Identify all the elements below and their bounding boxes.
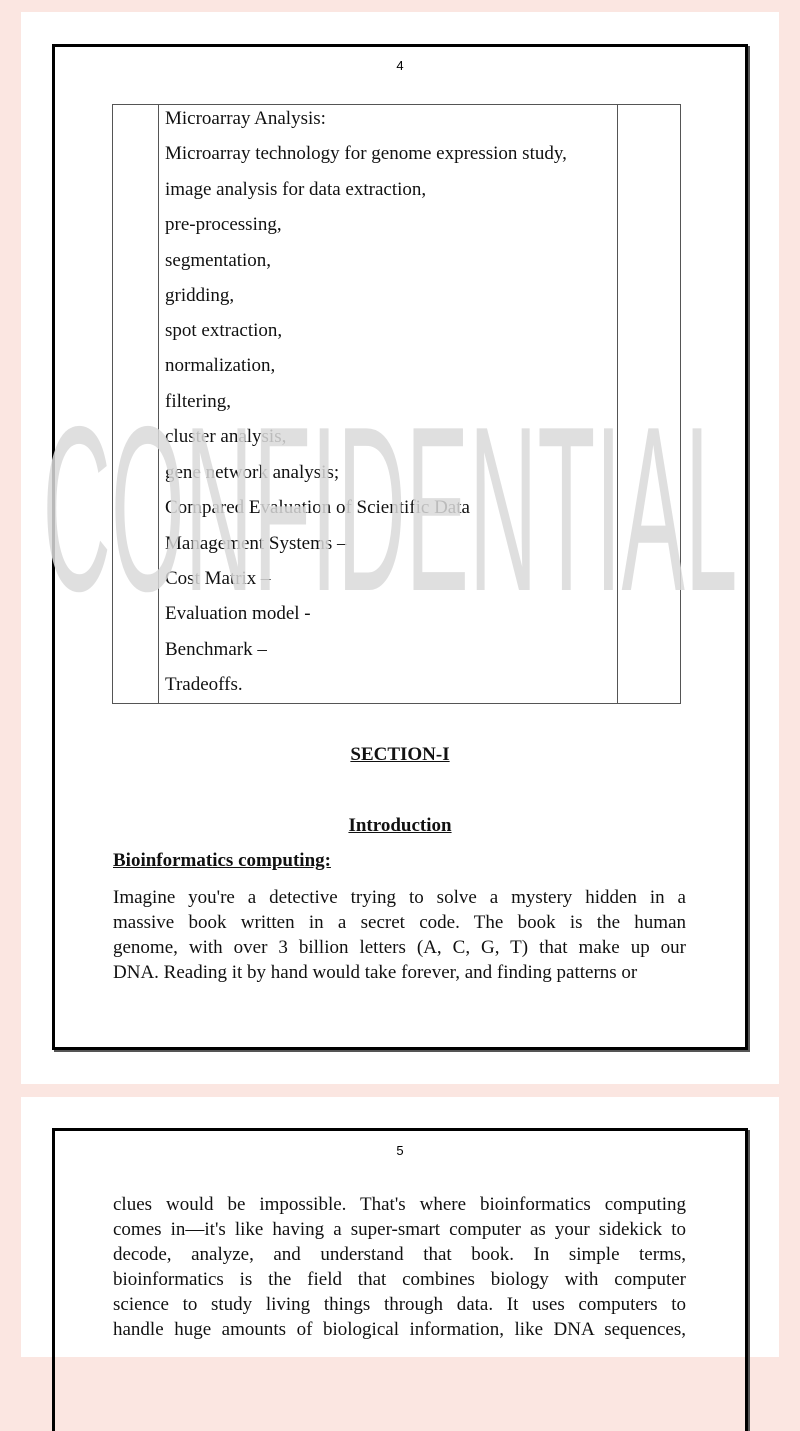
document-page-4 (21, 12, 779, 1084)
sub-heading: Bioinformatics computing: (113, 850, 331, 871)
topic-line: Microarray Analysis: (165, 108, 326, 129)
topic-line: cluster analysis, (165, 426, 287, 447)
topic-line: Tradeoffs. (165, 674, 243, 695)
topic-line: segmentation, (165, 250, 272, 271)
topic-line: filtering, (165, 391, 231, 412)
topic-line: gridding, (165, 285, 235, 306)
topic-line: normalization, (165, 355, 276, 376)
topic-line: spot extraction, (165, 320, 283, 341)
topic-line: gene network analysis; (165, 462, 340, 483)
page-number: 5 (396, 1143, 404, 1158)
topic-line: Benchmark – (165, 639, 267, 660)
watermark-text: CONFIDENTIAL (42, 395, 738, 615)
paragraph-line: DNA. Reading it by hand would take forever, and finding patterns or (113, 962, 638, 983)
paragraph-line: genome, with over 3 billion letters (A, C, G, T) that make up our (113, 937, 686, 958)
paragraph-line: clues would be impossible. That's where bioinformatics computing (113, 1194, 686, 1215)
paragraph-line: decode, analyze, and understand that book. In simple terms, (113, 1244, 686, 1265)
topic-line: Evaluation model - (165, 603, 311, 624)
paragraph-line: massive book written in a secret code. The book is the human (113, 912, 686, 933)
topic-line: Management Systems – (165, 533, 347, 554)
page-number: 4 (396, 58, 404, 73)
syllabus-table (112, 104, 681, 704)
topic-line: Cost Matrix – (165, 568, 271, 589)
intro-heading: Introduction (348, 815, 452, 836)
paragraph-line: bioinformatics is the field that combines biology with computer (113, 1269, 686, 1290)
paragraph-line: Imagine you're a detective trying to solve a mystery hidden in a (113, 887, 686, 908)
topic-line: pre-processing, (165, 214, 282, 235)
paragraph-line: handle huge amounts of biological information, like DNA sequences, (113, 1319, 686, 1340)
topic-line: Microarray technology for genome expression study, (165, 143, 567, 164)
topic-line: Compared Evaluation of Scientific Data (165, 497, 470, 518)
table-cell-right (617, 105, 680, 703)
topic-line: image analysis for data extraction, (165, 179, 427, 200)
paragraph-line: comes in—it's like having a super-smart computer as your sidekick to (113, 1219, 686, 1240)
table-cell-left (113, 105, 159, 703)
paragraph-line: science to study living things through data. It uses computers to (113, 1294, 686, 1315)
page-border (52, 1128, 748, 1431)
page-border (52, 44, 748, 1050)
document-page-5 (21, 1097, 779, 1357)
section-heading: SECTION-I (350, 744, 450, 765)
